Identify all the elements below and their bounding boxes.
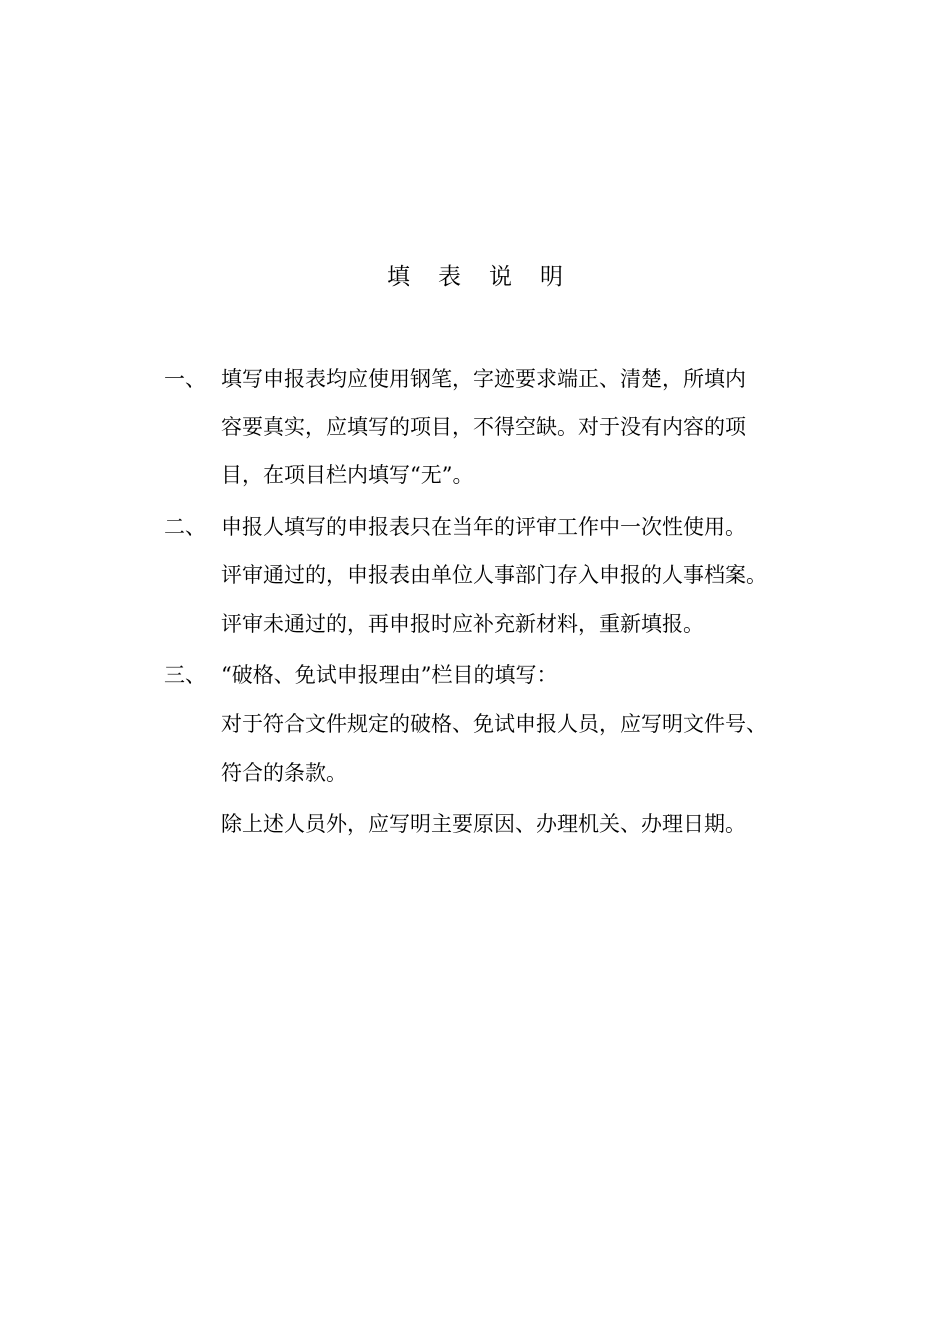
item-2-number: 二、: [164, 515, 206, 539]
item-2-line-1: 申报人填写的申报表只在当年的评审工作中一次性使用。: [221, 515, 746, 539]
item-2-line-3: 评审未通过的，再申报时应补充新材料，重新填报。: [221, 612, 704, 636]
item-3-line-1: “破格、免试申报理由”栏目的填写：: [221, 663, 558, 687]
item-1-line-1: 填写申报表均应使用钢笔，字迹要求端正、清楚，所填内: [221, 367, 746, 391]
item-1-number: 一、: [164, 367, 206, 391]
item-1-line-2: 容要真实，应填写的项目，不得空缺。对于没有内容的项: [221, 415, 746, 439]
item-3-line-4: 除上述人员外，应写明主要原因、办理机关、办理日期。: [221, 812, 746, 836]
item-2-line-2: 评审通过的，申报表由单位人事部门存入申报的人事档案。: [221, 563, 767, 587]
item-3-line-3: 符合的条款。: [221, 761, 347, 785]
item-1-line-3: 目，在项目栏内填写“无”。: [221, 463, 474, 487]
item-3-line-2: 对于符合文件规定的破格、免试申报人员，应写明文件号、: [221, 712, 767, 736]
page-title: 填表说明: [387, 264, 591, 290]
item-3-number: 三、: [164, 663, 206, 687]
